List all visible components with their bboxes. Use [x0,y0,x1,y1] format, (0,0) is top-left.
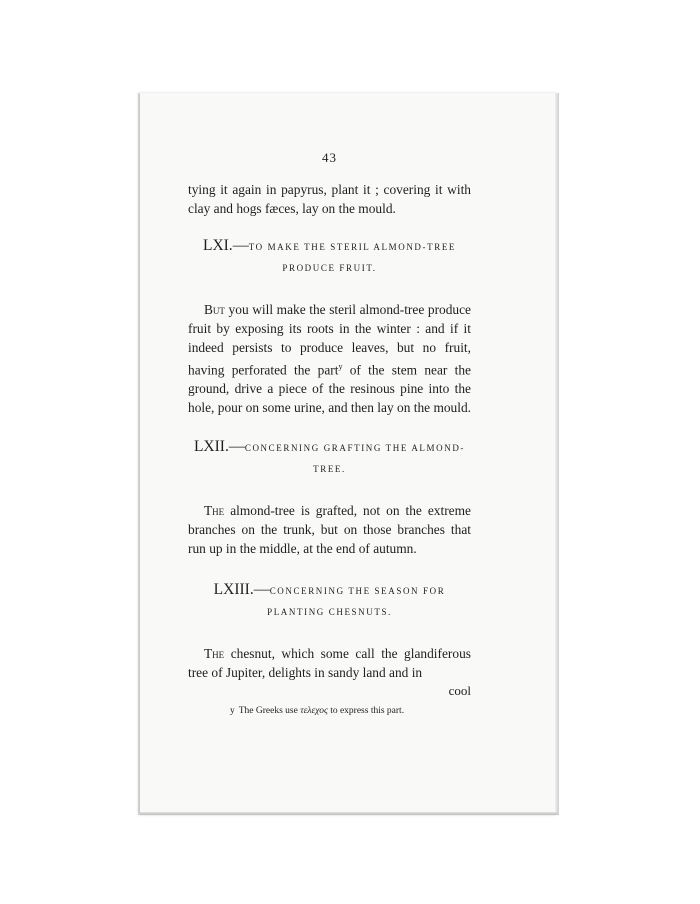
section-title: TO MAKE THE STERIL ALMOND-TREE PRODUCE FRUIT. [248,242,457,273]
section-heading-lxi [188,236,471,278]
section-body-lxiii [188,644,471,682]
footnote-greek-word: τελεχος [300,706,328,717]
footnote-mark: y [230,706,235,717]
section-dash: — [253,581,270,599]
footnote [188,705,471,718]
lead-word: The [204,646,225,662]
lead-word: But [204,302,225,317]
section-heading-lxiii [188,580,471,622]
section-title: CONCERNING THE SEASON FOR PLANTING CHESNUTS. [267,586,446,618]
section-heading-lxii [188,437,471,479]
footnote-text: The Greeks use [238,706,298,717]
section-number: LXII. [193,438,229,456]
section-dash: — [228,438,245,456]
section-body-lxi [188,300,471,417]
section-title: CONCERNING GRAFTING THE ALMOND-TREE. [244,443,466,475]
section-number: LXIII. [213,581,254,599]
page-bottom-edge [140,812,558,815]
opening-paragraph: tying it again in papyrus, plant it ; covering it with clay and hogs fæces, lay on the mould. [188,182,471,216]
footnote-text-end: to express this part. [330,706,405,717]
body-text: almond-tree is grafted, not on the extreme branches on the trunk, but on those branches that run up in the middle, at the end of autumn. [188,503,471,557]
page-number: 43 [322,150,337,165]
section-dash: — [232,237,249,254]
section-number: LXI. [202,237,233,254]
lead-word: The [204,503,225,519]
body-text-continued: of the stem near the ground, drive a piece of the resinous pine into the hole, pour on some urine, and then lay on the mould. [188,362,472,416]
body-text: chesnut, which some call the glandiferous tree of Jupiter, delights in sandy land and in [188,646,471,681]
page-right-edge [555,93,559,815]
section-body-lxii [188,501,471,558]
catchword: cool [448,683,471,699]
body-text: you will make the steril almond-tree produce fruit by exposing its roots in the winter : and if it indeed persists to produce leaves, but no fruit, having perforated the part [188,302,471,378]
page-content [188,150,471,718]
footnote-reference: y [338,362,343,371]
